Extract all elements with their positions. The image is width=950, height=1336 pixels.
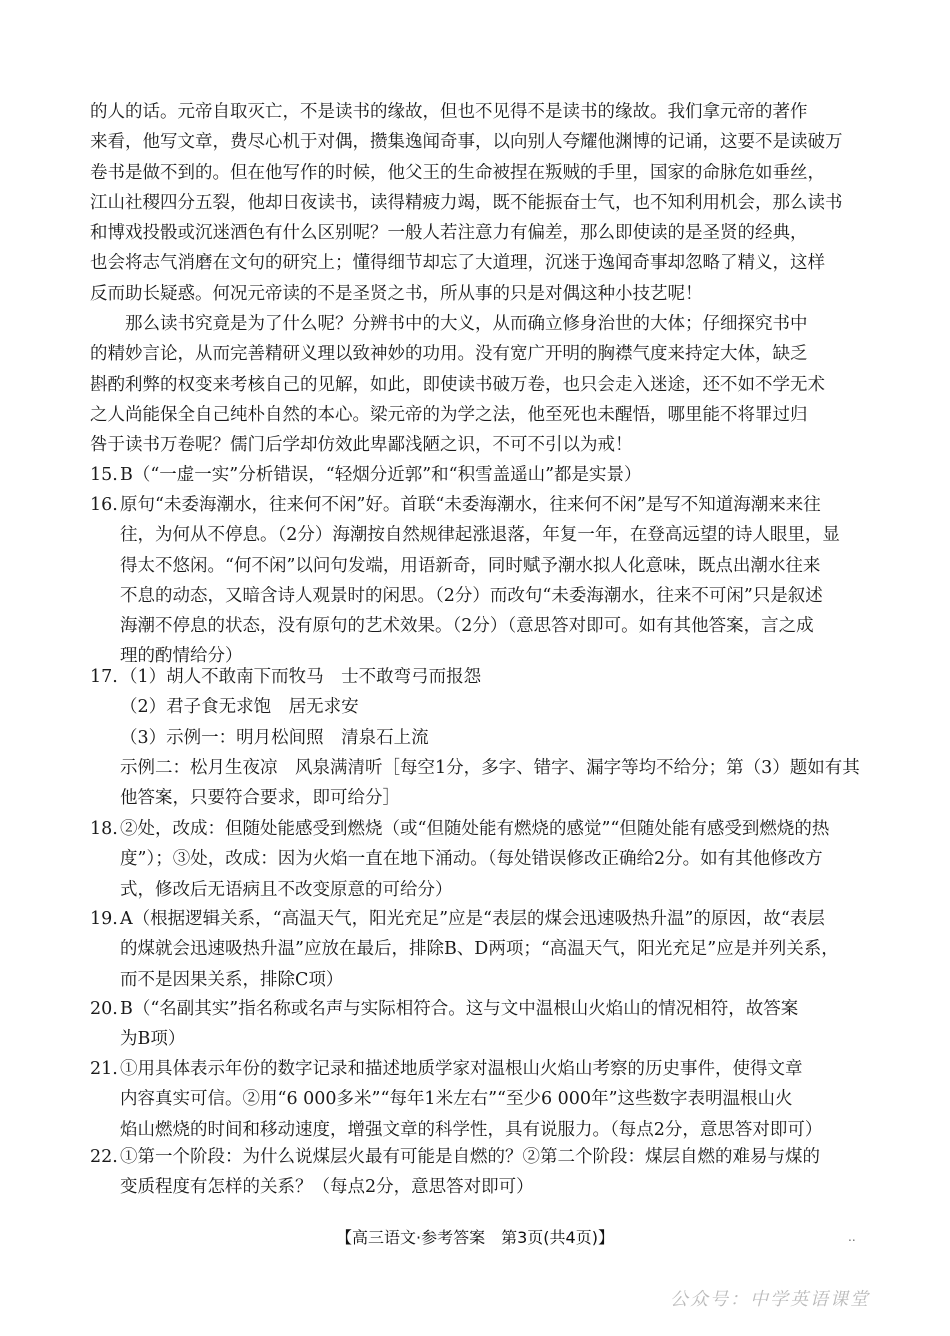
- answer-line: 焰山燃烧的时间和移动速度，增强文章的科学性，具有说服力。（每点2分，意思答对即可）: [120, 1119, 823, 1140]
- answer-line: 内容真实可信。②用“6 000多米”“每年1米左右”“至少6 000年”这些数字表明温根山火: [120, 1089, 793, 1110]
- question-number: 19.: [90, 909, 118, 929]
- watermark: 公众号：中学英语课堂: [670, 1289, 870, 1310]
- answer-line: 他答案，只要符合要求，即可给分］: [120, 788, 400, 809]
- passage-line: 卷书是做不到的。但在他写作的时候，他父王的生命被捏在叛贼的手里，国家的命脉危如垂丝，: [90, 162, 825, 183]
- answer-line: 原句“未委海潮水，往来何不闲”好。首联“未委海潮水，往来何不闲”是写不知道海潮来来往: [120, 495, 821, 515]
- question-number: 22.: [90, 1147, 118, 1167]
- answer-line: 的煤就会迅速吸热升温”应放在最后，排除B、D两项；“高温天气，阳光充足”应是并列关系，: [120, 939, 839, 960]
- answer-15: [90, 460, 870, 490]
- answer-line: 而不是因果关系，排除C项）: [120, 969, 344, 990]
- answer-line: ①用具体表示年份的数字记录和描述地质学家对温根山火焰山考察的历史事件，使得文章: [120, 1059, 803, 1079]
- answer-line: （2）君子食无求饱 居无求安: [120, 697, 359, 718]
- answer-21: [90, 1054, 870, 1145]
- answer-18: [90, 814, 870, 905]
- answer-line: 示例二：松月生夜凉 风泉满清听［每空1分，多字、错字、漏字等均不给分；第（3）题如有其: [120, 757, 860, 778]
- answer-line: 理的酌情给分）: [120, 646, 243, 667]
- answer-17: [90, 662, 870, 813]
- passage-translation: [90, 97, 870, 461]
- question-number: 20.: [90, 999, 118, 1019]
- passage-line: 的人的话。元帝自取灭亡，不是读书的缘故，但也不见得不是读书的缘故。我们拿元帝的著作: [90, 102, 808, 122]
- question-number: 16.: [90, 495, 118, 515]
- answer-line: 海潮不停息的状态，没有原句的艺术效果。（2分）（意思答对即可。如有其他答案，言之成: [120, 616, 814, 637]
- passage-line: 反而助长疑惑。何况元帝读的不是圣贤之书，所从事的只是对偶这种小技艺呢！: [90, 283, 703, 304]
- passage-line: 也会将志气消磨在文句的研究上；懂得细节却忘了大道理，沉迷于逸闻奇事却忽略了精义，这样: [90, 253, 825, 274]
- answer-line: 式，修改后无语病且不改变原意的可给分）: [120, 879, 453, 900]
- answer-line: A（根据逻辑关系，“高温天气，阳光充足”应是“表层的煤会迅速吸热升温”的原因，故“表层: [120, 909, 825, 929]
- question-number: 21.: [90, 1059, 118, 1079]
- answer-20: [90, 994, 870, 1055]
- passage-line: 来看，他写文章，费尽心机于对偶，攒集逸闻奇事，以向别人夸耀他渊博的记诵，这要不是读破万: [90, 132, 843, 153]
- answer-22: [90, 1142, 870, 1203]
- passage-line: 的精妙言论，从而完善精研义理以致神妙的功用。没有宽广开明的胸襟气度来持定大体，缺乏: [90, 344, 808, 365]
- passage-line: 咎于读书万卷呢？儒门后学却仿效此卑鄙浅陋之识，不可不引以为戒！: [90, 435, 633, 456]
- page-footer: 【高三语文·参考答案 第3页(共4页)】: [336, 1228, 614, 1247]
- answer-16: [90, 490, 870, 672]
- answer-line: B（“一虚一实”分析错误，“轻烟分近郭”和“积雪盖遥山”都是实景）: [120, 465, 642, 485]
- question-number: 17.: [90, 667, 118, 687]
- passage-line: 斟酌利弊的权变来考核自己的见解，如此，即使读书破万卷，也只会走入迷途，还不如不学无术: [90, 374, 825, 395]
- passage-line: 之人尚能保全自己纯朴自然的本心。梁元帝的为学之法，他至死也未醒悟，哪里能不将罪过归: [90, 404, 808, 425]
- answer-19: [90, 904, 870, 995]
- question-number: 18.: [90, 819, 118, 839]
- answer-line: ①第一个阶段：为什么说煤层火最有可能是自燃的？②第二个阶段：煤层自燃的难易与煤的: [120, 1147, 820, 1167]
- decorative-dots: ..: [848, 1230, 856, 1244]
- answer-line: 度”）；③处，改成：因为火焰一直在地下涌动。（每处错误修改正确给2分。如有其他修改方: [120, 849, 823, 870]
- answer-line: 变质程度有怎样的关系？（每点2分，意思答对即可）: [120, 1177, 534, 1198]
- answer-line: ②处，改成：但随处能感受到燃烧（或“但随处能有燃烧的感觉”“但随处能有感受到燃烧的热: [120, 819, 830, 839]
- question-number: 15.: [90, 465, 118, 485]
- answer-line: 不息的动态，又暗含诗人观景时的闲思。（2分）而改句“未委海潮水，往来不可闲”只是叙述: [120, 585, 823, 606]
- answer-line: （3）示例一：明月松间照 清泉石上流: [120, 727, 429, 748]
- answer-line: （1）胡人不敢南下而牧马 士不敢弯弓而报怨: [120, 667, 482, 687]
- answer-line: 往，为何从不停息。（2分）海潮按自然规律起涨退落，年复一年，在登高远望的诗人眼里，显: [120, 525, 840, 546]
- passage-line: 江山社稷四分五裂，他却日夜读书，读得精疲力竭，既不能振奋士气，也不知利用机会，那么读书: [90, 192, 843, 213]
- passage-line: 和博戏投骰或沉迷酒色有什么区别呢？一般人若注意力有偏差，那么即使读的是圣贤的经典，: [90, 223, 808, 244]
- answer-line: 得太不悠闲。“何不闲”以问句发端，用语新奇，同时赋予潮水拟人化意味，既点出潮水往来: [120, 555, 821, 576]
- answer-line: B（“名副其实”指名称或名声与实际相符合。这与文中温根山火焰山的情况相符，故答案: [120, 999, 799, 1019]
- answer-line: 为B项）: [120, 1029, 186, 1050]
- passage-line: 那么读书究竟是为了什么呢？分辨书中的大义，从而确立修身治世的大体；仔细探究书中: [125, 314, 808, 335]
